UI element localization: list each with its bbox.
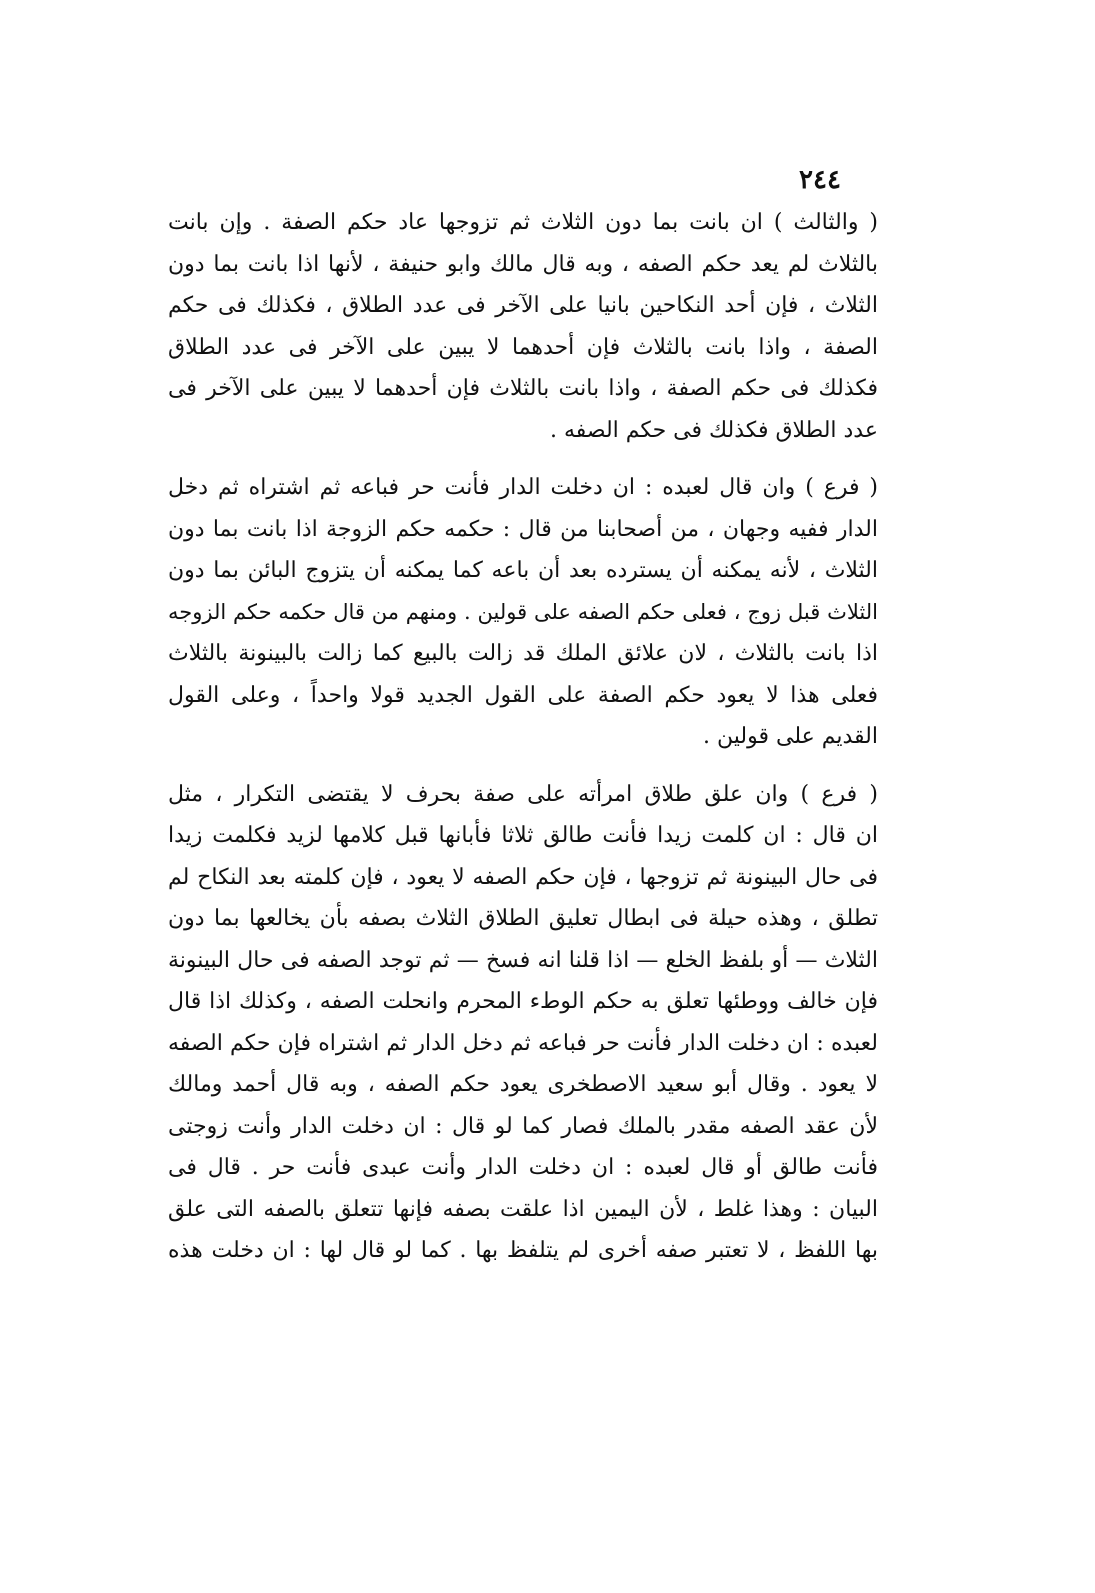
paragraph-branch-slave (168, 467, 878, 758)
text-line: الدار ففيه وجهان ، من أصحابنا من قال : حكمه حكم الزوجة اذا بانت بما دون (168, 516, 878, 542)
paragraph-branch-conditional-divorce (168, 774, 878, 1272)
text-line: لأن عقد الصفه مقدر بالملك فصار كما لو قال : ان دخلت الدار وأنت زوجتى (168, 1113, 878, 1139)
text-line: فكذلك فى حكم الصفة ، واذا بانت بالثلاث فإن أحدهما لا يبين على الآخر فى (168, 376, 878, 401)
text-line: عدد الطلاق فكذلك فى حكم الصفه . (549, 417, 878, 443)
text-line: فعلى هذا لا يعود حكم الصفة على القول الجديد قولا واحداً ، وعلى القول (168, 682, 878, 708)
paragraph-third-case (168, 202, 878, 451)
text-line: الثلاث ، لأنه يمكنه أن يسترده بعد أن باعه كما يمكنه أن يتزوج البائن بما دون (168, 558, 878, 583)
text-line: اذا بانت بالثلاث ، لان علائق الملك قد زالت بالبيع كما زالت بالبينونة بالثلاث (168, 641, 878, 666)
text-line: البيان : وهذا غلط ، لأن اليمين اذا علقت بصفه فإنها تتعلق بالصفه التى علق (168, 1196, 878, 1222)
text-line: تطلق ، وهذه حيلة فى ابطال تعليق الطلاق الثلاث بصفه بأن يخالعها بما دون (168, 906, 878, 931)
text-line: لا يعود . وقال أبو سعيد الاصطخرى يعود حكم الصفه ، وبه قال أحمد ومالك (168, 1072, 878, 1097)
text-line: فأنت طالق أو قال لعبده : ان دخلت الدار وأنت عبدى فأنت حر . قال فى (168, 1155, 878, 1180)
text-line: الصفة ، واذا بانت بالثلاث فإن أحدهما لا يبين على الآخر فى عدد الطلاق (168, 334, 878, 360)
text-line: الثلاث — أو بلفظ الخلع — اذا قلنا انه فسخ — ثم توجد الصفه فى حال البينونة (168, 947, 878, 973)
text-line: لعبده : ان دخلت الدار فأنت حر فباعه ثم دخل الدار ثم اشتراه فإن حكم الصفه (168, 1030, 878, 1056)
page-body (168, 202, 878, 1272)
text-line: الثلاث قبل زوج ، فعلى حكم الصفه على قولين . ومنهم من قال حكمه حكم الزوجه (168, 599, 878, 624)
page-number: ٢٤٤ (799, 165, 841, 195)
text-line: ( والثالث ) ان بانت بما دون الثلاث ثم تزوجها عاد حكم الصفة . وإن بانت (168, 210, 878, 235)
text-line: ( فرع ) وان علق طلاق امرأته على صفة بحرف لا يقتضى التكرار ، مثل (168, 781, 878, 807)
text-line: بالثلاث لم يعد حكم الصفه ، وبه قال مالك وابو حنيفة ، لأنها اذا بانت بما دون (168, 251, 878, 277)
text-line: بها اللفظ ، لا تعتبر صفه أخرى لم يتلفظ بها . كما لو قال لها : ان دخلت هذه (168, 1238, 878, 1263)
text-line: فى حال البينونة ثم تزوجها ، فإن حكم الصفه لا يعود ، فإن كلمته بعد النكاح لم (168, 864, 878, 890)
text-line: الثلاث ، فإن أحد النكاحين بانيا على الآخر فى عدد الطلاق ، فكذلك فى حكم (168, 293, 878, 318)
text-line: ان قال : ان كلمت زيدا فأنت طالق ثلاثا فأبانها قبل كلامها لزيد فكلمت زيدا (168, 823, 878, 848)
text-line: ( فرع ) وان قال لعبده : ان دخلت الدار فأنت حر فباعه ثم اشتراه ثم دخل (168, 475, 878, 500)
text-line: القديم على قولين . (703, 724, 878, 749)
text-line: فإن خالف ووطئها تعلق به حكم الوطء المحرم وانحلت الصفه ، وكذلك اذا قال (168, 989, 878, 1014)
